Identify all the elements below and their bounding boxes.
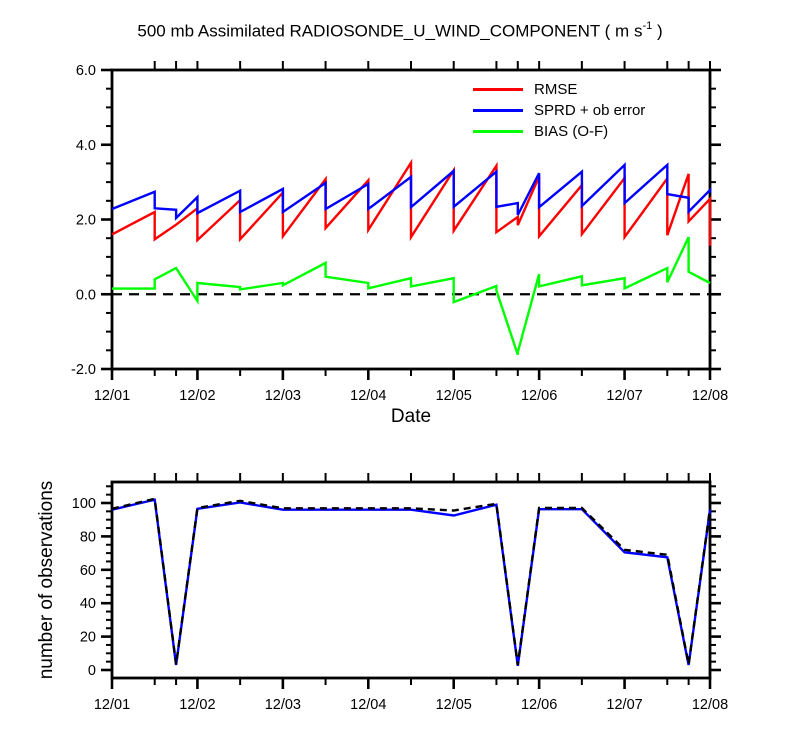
chart-title-superscript: -1 (642, 20, 653, 32)
obs-panel-axis-ticks (101, 473, 721, 689)
x-tick-label: 12/01 (93, 697, 131, 713)
obs-panel-plot-box (112, 482, 710, 678)
x-axis-title: Date (390, 406, 432, 427)
y-tick-label: 100 (71, 496, 96, 512)
chart-title-text: 500 mb Assimilated RADIOSONDE_U_WIND_COMPONENT ( m s (137, 21, 643, 41)
y-tick-label: 0 (87, 663, 96, 679)
x-tick-label: 12/08 (691, 697, 729, 713)
y-tick-label: 60 (79, 562, 96, 579)
x-tick-label: 12/08 (691, 388, 729, 404)
y-tick-label: 6.0 (75, 63, 96, 79)
chart-title (0, 21, 800, 42)
legend-row-bias (473, 121, 645, 142)
legend-row-sprd (473, 100, 645, 121)
legend-line-swatch-bias (473, 130, 523, 133)
legend-label-rmse: RMSE (534, 81, 578, 98)
obs-y-axis-title: number of observations (36, 480, 57, 680)
legend-line-swatch-rmse (473, 88, 523, 91)
x-tick-label: 12/07 (606, 388, 643, 404)
y-tick-label: 4.0 (75, 137, 96, 154)
y-tick-label: 40 (79, 596, 96, 613)
legend-row-rmse (473, 79, 645, 100)
y-tick-label: 20 (79, 629, 96, 646)
bias-o-f-line (112, 237, 710, 355)
x-tick-label: 12/06 (520, 388, 558, 404)
observations-assimilated-line (112, 500, 710, 666)
y-tick-label: 2.0 (75, 212, 96, 229)
legend-label-bias: BIAS (O-F) (534, 123, 609, 140)
x-tick-label: 12/02 (179, 388, 216, 404)
x-tick-label: 12/03 (264, 388, 302, 404)
obs-panel (72, 473, 728, 713)
chart-title-suffix: ) (652, 21, 663, 41)
observations-total-line (112, 499, 710, 665)
x-tick-label: 12/06 (520, 697, 558, 713)
legend-label-sprd: SPRD + ob error (534, 102, 646, 119)
x-tick-label: 12/02 (179, 697, 216, 713)
x-tick-label: 12/05 (435, 388, 472, 404)
y-tick-label: -2.0 (71, 362, 96, 378)
y-tick-label: 0.0 (75, 287, 96, 304)
x-tick-label: 12/04 (350, 388, 387, 404)
legend (473, 79, 645, 142)
y-tick-label: 80 (79, 529, 96, 546)
legend-line-swatch-sprd (473, 109, 523, 112)
x-tick-label: 12/04 (350, 697, 387, 713)
x-tick-label: 12/01 (93, 388, 131, 404)
x-tick-label: 12/03 (264, 697, 302, 713)
x-tick-label: 12/07 (606, 697, 643, 713)
x-tick-label: 12/05 (435, 697, 472, 713)
